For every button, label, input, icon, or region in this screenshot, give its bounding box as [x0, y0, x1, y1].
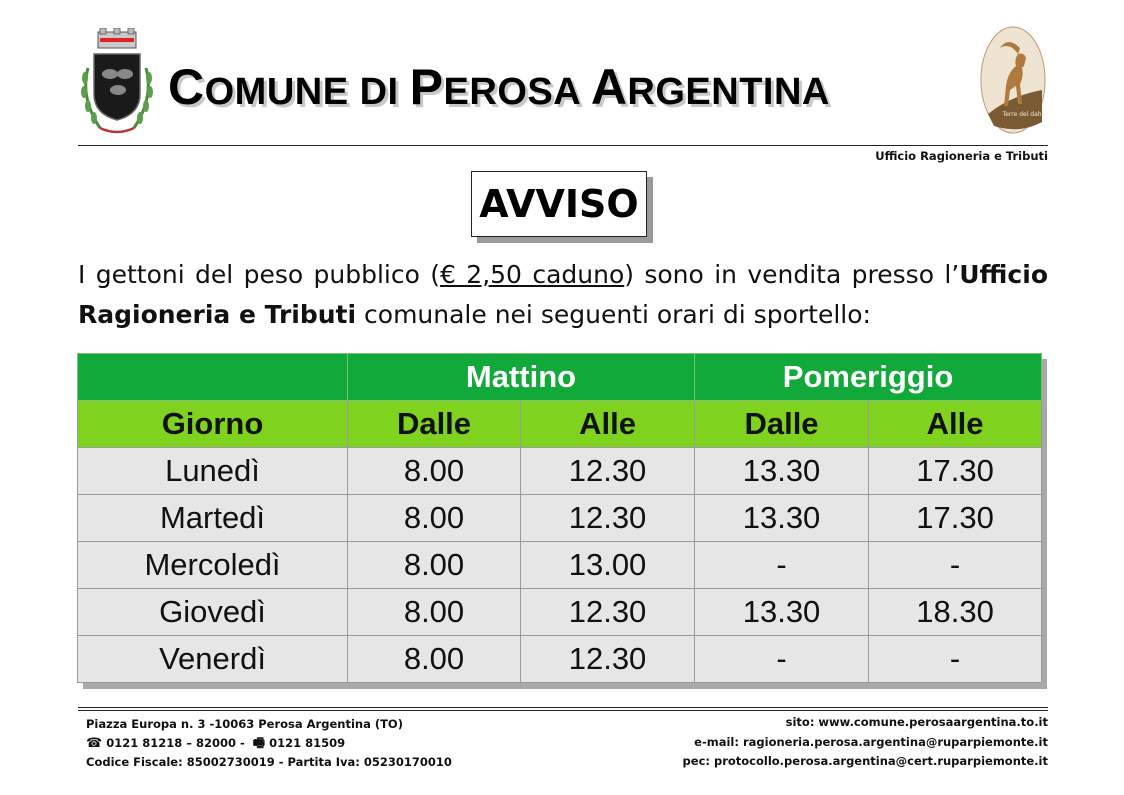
notice-heading-box	[471, 171, 647, 237]
morning-from-cell: 8.00	[348, 636, 521, 683]
footer-site-link[interactable]: sito: www.comune.perosaargentina.to.it	[785, 715, 1048, 729]
column-header-day: Giorno	[78, 401, 348, 448]
notice-paragraph	[78, 255, 1048, 335]
morning-from-cell: 8.00	[348, 448, 521, 495]
title-initial-2: P	[409, 59, 444, 115]
group-header-blank	[78, 354, 348, 401]
title-rest-2: EROSA	[443, 71, 591, 113]
footer-pec-link[interactable]: pec: protocollo.perosa.argentina@cert.ruparpiemonte.it	[682, 754, 1048, 768]
title-rest-1: OMUNE DI	[204, 71, 410, 113]
day-cell: Venerdì	[78, 636, 348, 683]
afternoon-to-cell: -	[869, 636, 1042, 683]
table-column-header-row	[78, 401, 1042, 448]
notice-price: € 2,50 caduno	[440, 260, 625, 289]
page-title	[168, 58, 973, 122]
morning-to-cell: 12.30	[521, 589, 695, 636]
day-cell: Giovedì	[78, 589, 348, 636]
column-header-afternoon-to: Alle	[869, 401, 1042, 448]
afternoon-from-cell: 13.30	[695, 589, 869, 636]
footer-divider-bottom	[78, 710, 1048, 711]
table-row	[78, 542, 1042, 589]
table-row	[78, 589, 1042, 636]
column-header-morning-from: Dalle	[348, 401, 521, 448]
municipal-crest-icon	[78, 28, 156, 140]
notice-text-after: comunale nei seguenti orari di sportello:	[356, 300, 871, 329]
morning-to-cell: 13.00	[521, 542, 695, 589]
day-cell: Martedì	[78, 495, 348, 542]
afternoon-to-cell: 17.30	[869, 495, 1042, 542]
morning-from-cell: 8.00	[348, 589, 521, 636]
afternoon-to-cell: 17.30	[869, 448, 1042, 495]
title-initial-3: A	[590, 59, 628, 115]
table-row	[78, 448, 1042, 495]
footer-contact-left	[86, 715, 452, 772]
column-header-morning-to: Alle	[521, 401, 695, 448]
footer-address: Piazza Europa n. 3 -10063 Perosa Argentina (TO)	[86, 717, 403, 731]
afternoon-to-cell: 18.30	[869, 589, 1042, 636]
morning-from-cell: 8.00	[348, 495, 521, 542]
notice-heading: AVVISO	[479, 182, 639, 226]
day-cell: Mercoledì	[78, 542, 348, 589]
afternoon-from-cell: 13.30	[695, 448, 869, 495]
morning-from-cell: 8.00	[348, 542, 521, 589]
telephone-icon: ☎	[86, 736, 103, 751]
footer-phone: 0121 81218 – 82000 -	[106, 736, 245, 750]
office-label: Ufficio Ragioneria e Tributi	[875, 149, 1048, 163]
day-cell: Lunedì	[78, 448, 348, 495]
afternoon-to-cell: -	[869, 542, 1042, 589]
footer-contact-right	[683, 713, 1048, 772]
logo-text: Terre del dahu	[1002, 111, 1046, 118]
table-row	[78, 495, 1042, 542]
table-row	[78, 636, 1042, 683]
morning-to-cell: 12.30	[521, 495, 695, 542]
fax-icon: 🖷	[252, 736, 266, 751]
title-rest-3: RGENTINA	[627, 71, 830, 113]
footer-fiscal: Codice Fiscale: 85002730019 - Partita Iva: 05230170010	[86, 755, 452, 769]
header-divider	[78, 145, 1048, 146]
group-header-afternoon: Pomeriggio	[695, 354, 1042, 401]
morning-to-cell: 12.30	[521, 448, 695, 495]
opening-hours-table	[77, 353, 1041, 683]
table-group-header-row	[78, 354, 1042, 401]
afternoon-from-cell: -	[695, 636, 869, 683]
afternoon-from-cell: -	[695, 542, 869, 589]
footer-email-link[interactable]: e-mail: ragioneria.perosa.argentina@ruparpiemonte.it	[694, 734, 1048, 749]
notice-text-before: I gettoni del peso pubblico (	[78, 260, 441, 289]
notice-text-middle: ) sono in vendita presso l’	[624, 260, 960, 289]
notice-office: Ufficio Ragioneria e Tributi	[78, 260, 1048, 329]
afternoon-from-cell: 13.30	[695, 495, 869, 542]
morning-to-cell: 12.30	[521, 636, 695, 683]
ibex-logo-icon	[980, 26, 1046, 134]
footer-fax: 0121 81509	[269, 736, 346, 750]
column-header-afternoon-from: Dalle	[695, 401, 869, 448]
footer-divider-top	[78, 707, 1048, 708]
footer-phone-line	[86, 734, 452, 753]
title-initial-1: C	[168, 59, 205, 115]
group-header-morning: Mattino	[348, 354, 695, 401]
